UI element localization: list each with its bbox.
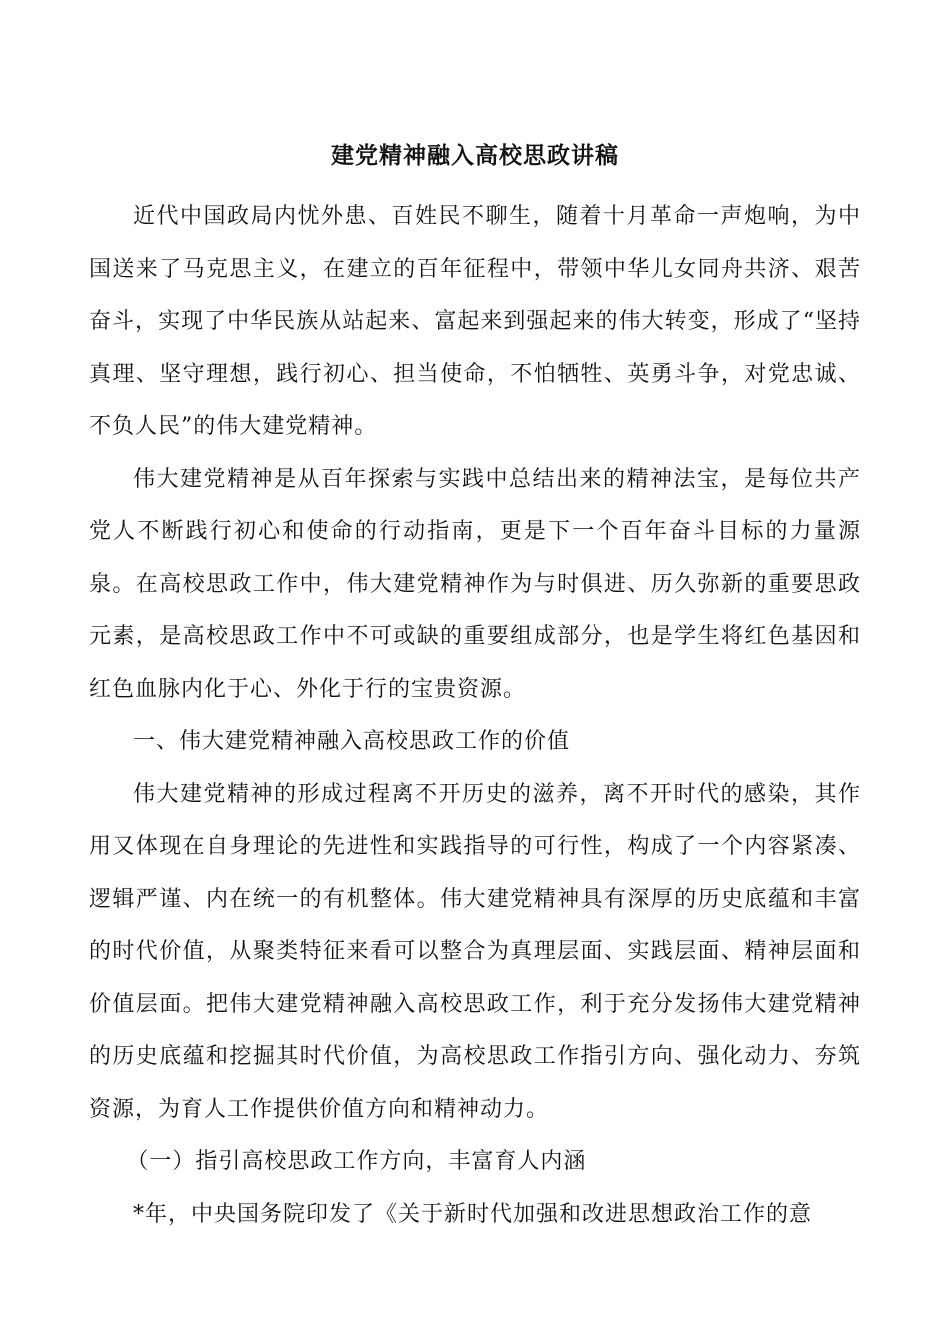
document-body <box>89 191 861 1241</box>
document-title: 建党精神融入高校思政讲稿 <box>331 142 619 169</box>
section-heading: 一、伟大建党精神融入高校思政工作的价值 <box>133 729 571 754</box>
paragraph-spirit: 伟大建党精神是从百年探索与实践中总结出来的精神法宝，是每位共产党人不断践行初心和使命的行动指南，更是下一个百年奋斗目标的力量源泉。在高校思政工作中，伟大建党精神作为与时俱进、历久弥新的重要思政元素，是高校思政工作中不可或缺的重要组成部分，也是学生将红色基因和红色血脉内化于心、外化于行的宝贵资源。 <box>89 466 861 702</box>
paragraph-intro: 近代中国政局内忧外患、百姓民不聊生，随着十月革命一声炮响，为中国送来了马克思主义，在建立的百年征程中，带领中华儿女同舟共济、艰苦奋斗，实现了中华民族从站起来、富起来到强起来的伟大转变，形成了“坚持真理、坚守理想，践行初心、担当使命，不怕牺牲、英勇斗争，对党忠诚、不负人民”的伟大建党精神。 <box>89 204 861 439</box>
subsection-heading: （一）指引高校思政工作方向，丰富育人内涵 <box>126 1149 587 1174</box>
paragraph-section: 伟大建党精神的形成过程离不开历史的滋养，离不开时代的感染，其作用又体现在自身理论的先进性和实践指导的可行性，构成了一个内容紧凑、逻辑严谨、内在统一的有机整体。伟大建党精神具有深厚的历史底蕴和丰富的时代价值，从聚类特征来看可以整合为真理层面、实践层面、精神层面和价值层面。把伟大建党精神融入高校思政工作，利于充分发扬伟大建党精神的历史底蕴和挖掘其时代价值，为高校思政工作指引方向、强化动力、夯筑资源，为育人工作提供价值方向和精神动力。 <box>89 781 861 1122</box>
paragraph-subsection: *年，中央国务院印发了《关于新时代加强和改进思想政治工作的意 <box>133 1201 813 1227</box>
